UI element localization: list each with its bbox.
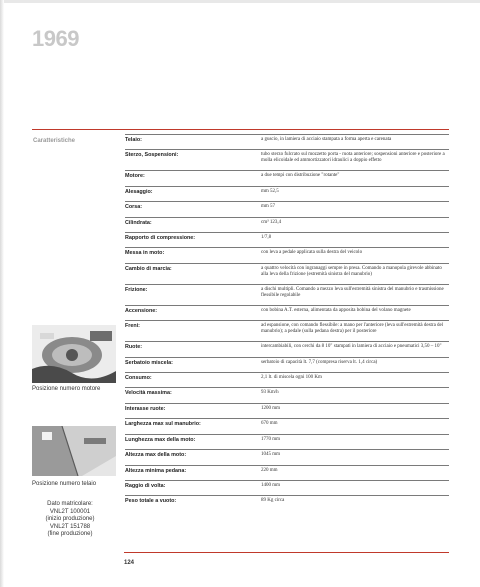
spec-value: 220 mm [261, 467, 278, 473]
spec-row [125, 263, 449, 278]
spec-value: 1/7,8 [261, 235, 272, 241]
spec-row [125, 201, 449, 210]
spec-value: con bobina A.T. esterna, alimentata da apposita bobina del volano magnete [261, 307, 411, 313]
spec-row [125, 217, 449, 226]
spec-value: con leva a pedale applicata sulla destra del veicolo [261, 250, 363, 256]
spec-label: Serbatoio miscela: [125, 359, 173, 366]
registration-line: (fine produzione) [47, 531, 93, 538]
spec-row [125, 305, 449, 314]
spec-value: 1770 mm [261, 436, 281, 442]
spec-value: a dischi multipli. Comando a mezzo leva sull'estremità sinistra del manubrio e trasmissione flessibile regolabile [261, 286, 444, 298]
spec-label: Velocità massima: [125, 390, 172, 397]
section-label: Caratteristiche [33, 138, 76, 144]
registration-title: Dato matricolare: [47, 501, 93, 507]
spec-label: Sterzo, Sospensioni: [125, 152, 179, 159]
spec-row [125, 434, 449, 443]
spec-label: Altezza max della moto: [125, 452, 187, 459]
spec-value: a quattro velocità con ingranaggi sempre in presa. Comando a manopola girevole abbinato alla leva della frizione (estremità sinistra del manubrio) [261, 265, 442, 277]
engine-photo-icon [32, 325, 116, 383]
registration-line: (inizio produzione) [45, 516, 95, 523]
registration-data [40, 501, 100, 539]
page-number: 124 [124, 560, 135, 566]
spec-row [125, 341, 449, 350]
spec-label: Telaio: [125, 137, 142, 143]
page-year-heading: 1969 [32, 26, 79, 51]
bottom-red-rule [124, 552, 449, 553]
spec-row [125, 449, 449, 458]
spec-label: Altezza minima pedana: [125, 467, 187, 474]
spec-row [125, 284, 449, 299]
engine-number-caption: Posizione numero motore [32, 386, 101, 392]
spec-label: Larghezza max sul manubrio: [125, 421, 201, 428]
spec-row [125, 232, 449, 241]
spec-value: intercambiabili, con cerchi da 8 10" stampati in lamiera di acciaio e pneumatici 3,50 – 10" [261, 344, 442, 350]
spec-row [125, 372, 449, 381]
spec-value: a guscio, in lamiera di acciaio stampata a forma aperta e carenata [261, 137, 392, 142]
spec-value: tubo sterzo fulcrato sul mozzetto porta - ruota anteriore; sospensioni anteriore e posteriore a molla elicoidale ed ammortizzatori idraulici a doppio effetto [261, 152, 445, 164]
spec-label: Corsa: [125, 204, 143, 211]
spec-value: a due tempi con distribuzione "rotante" [261, 173, 340, 179]
spec-row [125, 186, 449, 195]
spec-value: 2,1 lt. di miscela ogni 100 Km [261, 375, 322, 381]
spec-value: 89 Kg circa [261, 498, 285, 504]
spec-row [125, 247, 449, 256]
spec-value: serbatoio di capacità lt. 7,7 (compresa riserva lt. 1,4 circa) [261, 359, 378, 365]
spec-value: 1045 mm [261, 452, 281, 458]
scan-top-edge [0, 0, 480, 3]
spec-value: 1400 mm [261, 482, 281, 488]
spec-label: Freni: [125, 323, 140, 330]
spec-row [125, 357, 449, 366]
spec-label: Lunghezza max della moto: [125, 436, 196, 443]
spec-row [125, 480, 449, 489]
spec-label: Messa in moto: [125, 250, 165, 257]
spec-label: Raggio di volta: [125, 482, 166, 489]
spec-row [125, 495, 449, 504]
spec-label: Ruote: [125, 344, 143, 351]
spec-row [125, 149, 449, 164]
frame-photo-icon [32, 426, 116, 476]
top-red-rule [32, 129, 449, 130]
engine-number-photo [32, 325, 116, 383]
spec-value: cm³ 123,4 [261, 219, 282, 225]
spec-row [125, 387, 449, 396]
spec-label: Accensione: [125, 307, 158, 314]
spec-value: ad espansione, con comando flessibile: a mano per l'anteriore (leva sull'estremità destra del manubrio); a pedale (sulla pedana destra) per il posteriore [261, 323, 444, 335]
spec-row [125, 418, 449, 427]
spec-label: Alesaggio: [125, 188, 153, 195]
spec-value: 1200 mm [261, 405, 281, 411]
registration-line: VNL2T 100001 [49, 508, 91, 515]
spec-label: Peso totale a vuoto: [125, 498, 177, 505]
registration-line: VNL2T 151788 [49, 523, 91, 530]
spec-table [125, 134, 449, 511]
spec-value: mm 52,5 [261, 188, 279, 194]
spec-label: Interasse ruote: [125, 405, 166, 412]
spec-value: 93 Km/h [261, 390, 279, 396]
spec-label: Cambio di marcia: [125, 265, 172, 272]
spec-row [125, 403, 449, 412]
spec-value: 670 mm [261, 421, 278, 427]
spec-row [125, 320, 449, 335]
frame-number-caption: Posizione numero telaio [32, 481, 97, 487]
page-binding-edge [0, 0, 4, 587]
spec-value: mm 57 [261, 204, 276, 210]
spec-label: Motore: [125, 173, 145, 180]
spec-row [125, 170, 449, 179]
spec-label: Consumo: [125, 375, 152, 382]
spec-row [125, 134, 449, 143]
spec-label: Rapporto di compressione: [125, 235, 196, 242]
spec-label: Cilindrata: [125, 219, 152, 226]
frame-number-photo [32, 426, 116, 476]
spec-row [125, 465, 449, 474]
spec-label: Frizione: [125, 286, 148, 293]
